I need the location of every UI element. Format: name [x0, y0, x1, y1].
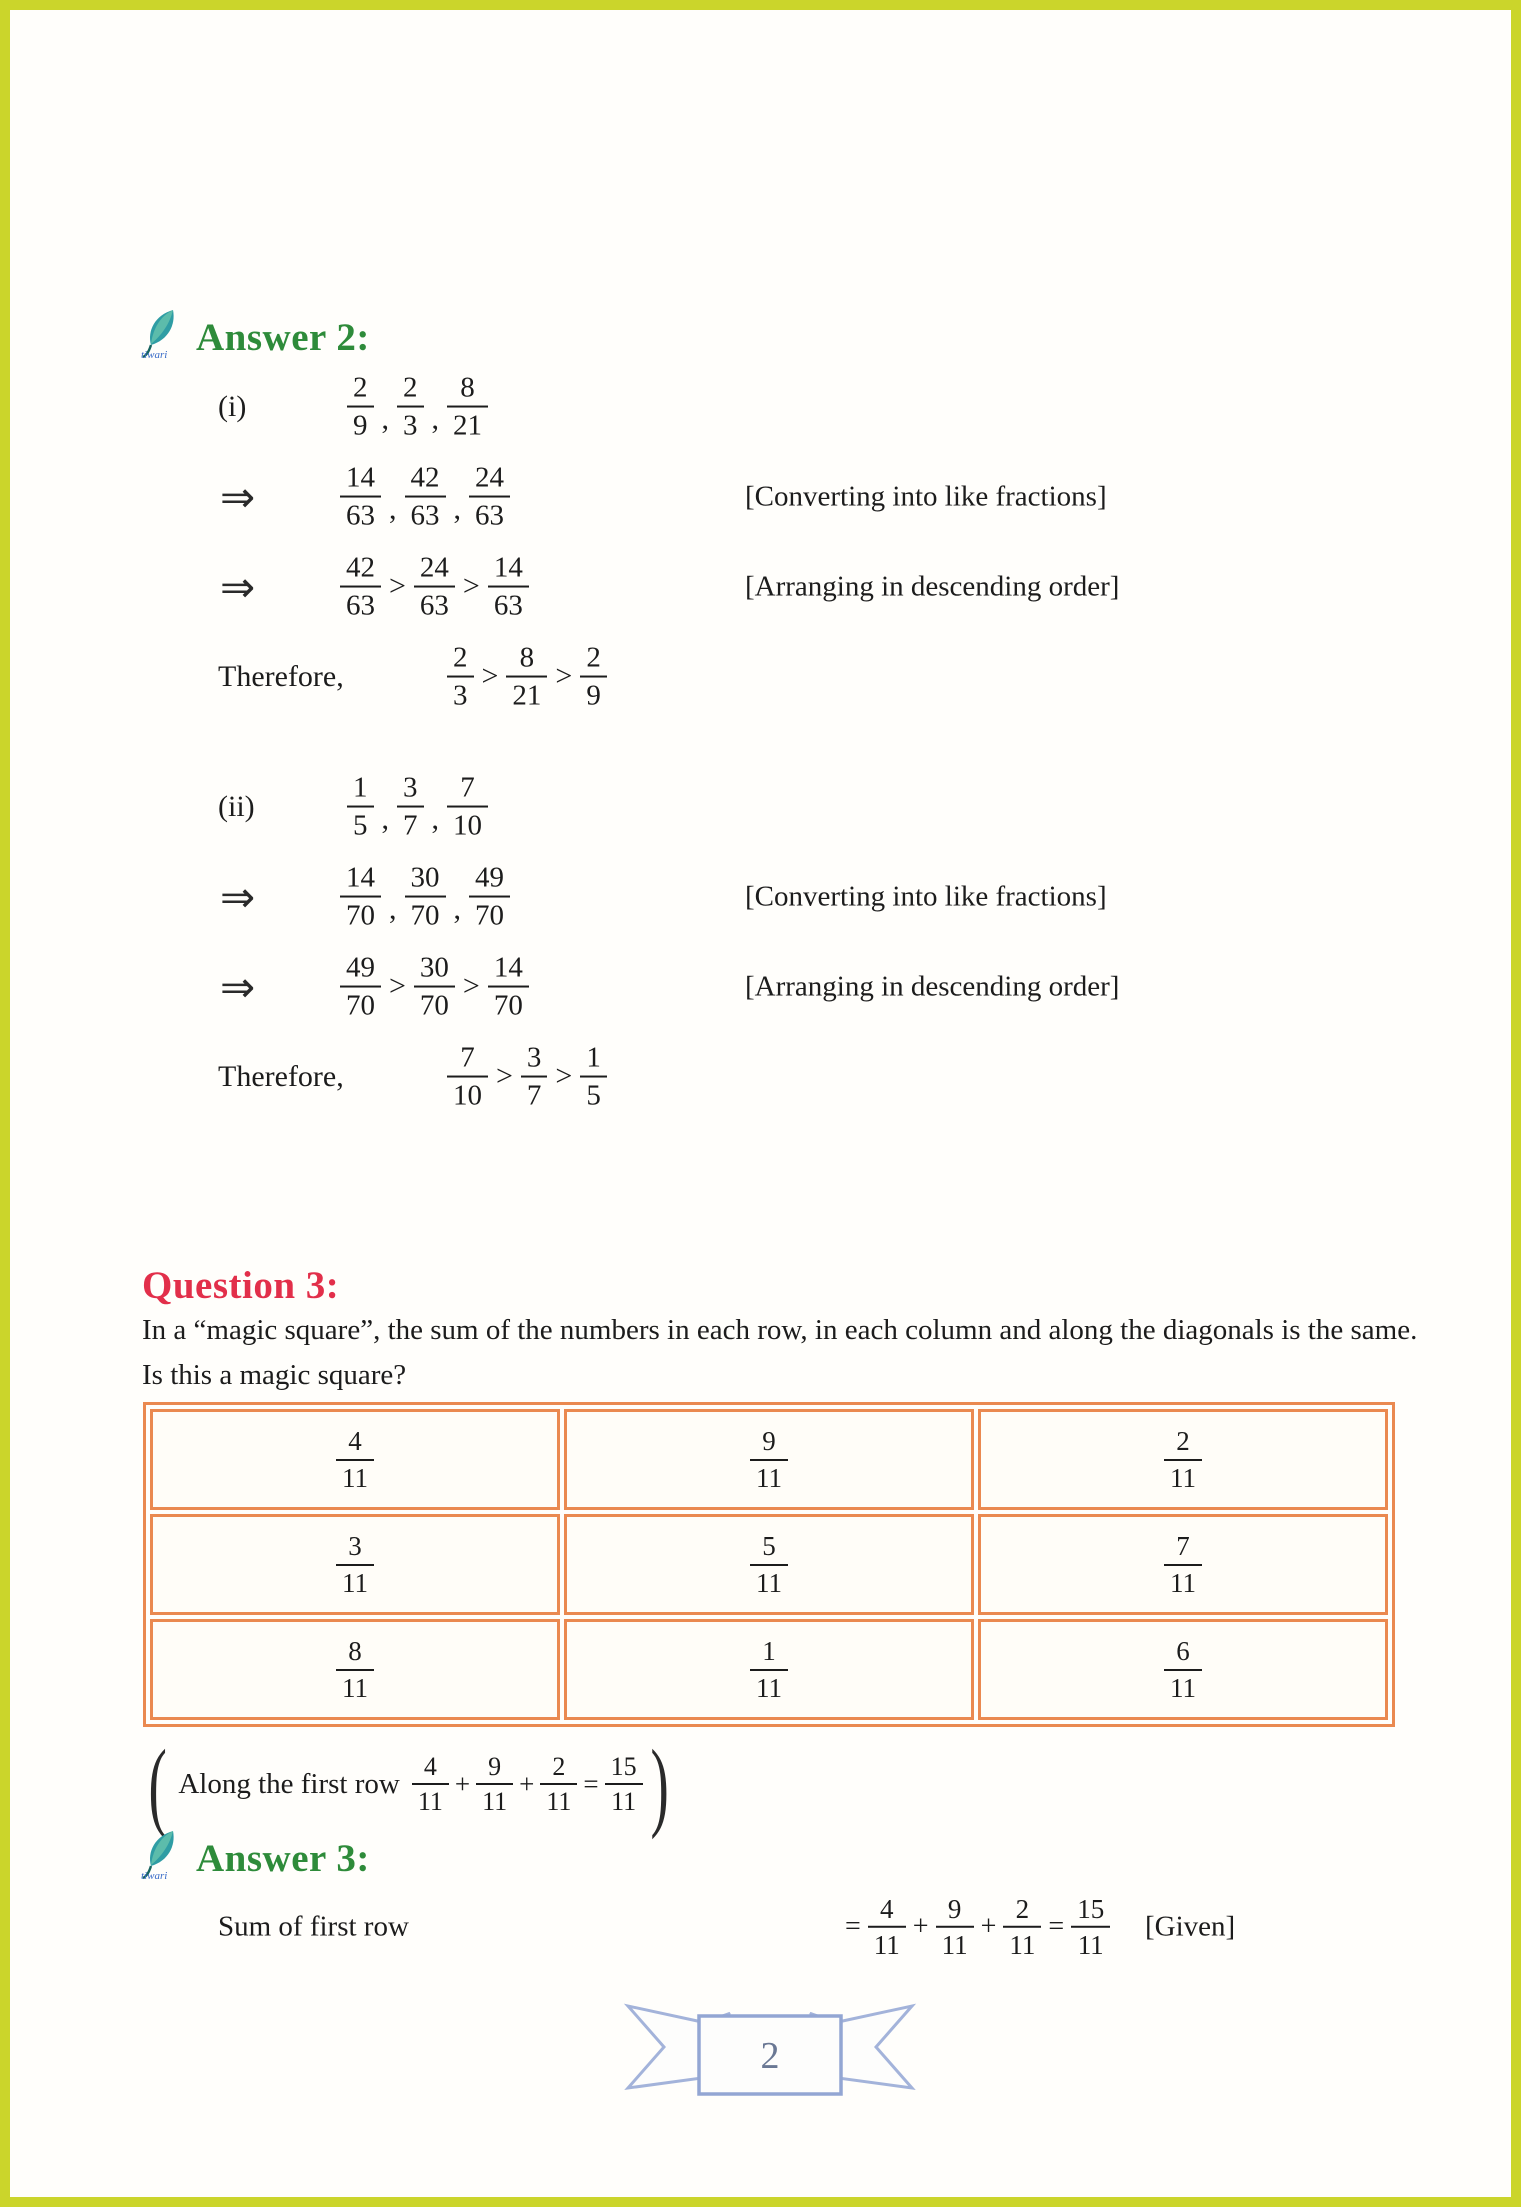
separator: > — [462, 970, 480, 1003]
fraction — [540, 1752, 577, 1816]
denominator: 11 — [1009, 1930, 1036, 1960]
separator: > — [389, 970, 406, 1003]
math-row — [10, 942, 1511, 1032]
denominator: 11 — [342, 1567, 368, 1598]
first-row-note — [141, 1728, 676, 1840]
fraction — [447, 1042, 488, 1113]
numerator: 42 — [405, 462, 446, 498]
table-cell — [150, 1619, 560, 1720]
open-paren: ( — [148, 1728, 167, 1840]
denominator: 9 — [586, 680, 601, 712]
fraction — [1003, 1894, 1041, 1960]
denominator: 70 — [493, 990, 523, 1022]
numerator: 14 — [488, 952, 529, 988]
table-cell — [564, 1619, 974, 1720]
equals-sign: = — [845, 1911, 861, 1942]
math-row — [10, 852, 1511, 942]
denominator: 11 — [546, 1787, 572, 1816]
numerator: 3 — [336, 1531, 374, 1565]
denominator: 21 — [453, 410, 482, 442]
separator: + — [454, 1768, 471, 1799]
logo-text: tiwari — [141, 349, 168, 361]
numerator: 24 — [469, 462, 510, 498]
fraction — [340, 862, 381, 933]
denominator: 11 — [342, 1672, 368, 1703]
fraction — [397, 372, 424, 443]
numerator: 2 — [1164, 1426, 1202, 1460]
separator: , — [381, 803, 389, 836]
numerator: 7 — [1164, 1531, 1202, 1565]
sum-label: Sum of first row — [218, 1910, 409, 1943]
table-cell — [978, 1514, 1388, 1615]
note-text: [Converting into like fractions] — [745, 480, 1107, 513]
fraction — [1164, 1531, 1202, 1597]
denominator: 11 — [941, 1930, 968, 1960]
fraction-group — [447, 1042, 607, 1113]
denominator: 7 — [403, 810, 418, 842]
fraction — [405, 462, 446, 533]
answer3-heading: Answer 3: — [196, 1837, 370, 1880]
numerator: 9 — [476, 1752, 513, 1785]
question3-body: In a “magic square”, the sum of the numbers in each row, in each column and along the diagonals is the same. Is this a magic square? — [142, 1314, 1418, 1391]
fraction — [1071, 1894, 1110, 1960]
denominator: 70 — [419, 990, 449, 1022]
fraction — [469, 862, 510, 933]
fraction — [580, 642, 607, 713]
leaf-icon — [140, 1828, 190, 1882]
table-cell — [978, 1619, 1388, 1720]
numerator: 49 — [340, 952, 381, 988]
fraction — [397, 772, 424, 843]
fraction — [580, 1042, 607, 1113]
denominator: 11 — [1170, 1462, 1196, 1493]
denominator: 63 — [346, 500, 375, 532]
numerator: 1 — [347, 772, 374, 808]
close-paren: ) — [650, 1728, 669, 1840]
denominator: 63 — [419, 590, 449, 622]
denominator: 63 — [475, 500, 504, 532]
denominator: 7 — [526, 1080, 542, 1112]
fraction — [340, 462, 381, 533]
denominator: 11 — [342, 1462, 368, 1493]
numerator: 49 — [469, 862, 510, 898]
numerator: 4 — [336, 1426, 374, 1460]
implies-arrow: ⇒ — [220, 872, 256, 922]
fraction — [336, 1636, 374, 1702]
fraction — [447, 642, 474, 713]
denominator: 11 — [417, 1787, 443, 1816]
note-text: [Converting into like fractions] — [745, 880, 1107, 913]
numerator: 42 — [340, 552, 381, 588]
fraction — [868, 1894, 906, 1960]
fraction — [414, 952, 455, 1023]
numerator: 14 — [340, 462, 381, 498]
separator: > — [481, 660, 499, 693]
fraction-group — [447, 642, 607, 713]
denominator: 63 — [410, 500, 440, 532]
logo-text: tiwari — [141, 1870, 168, 1882]
numerator: 14 — [488, 552, 529, 588]
given-note: [Given] — [1145, 1910, 1236, 1943]
numerator: 3 — [397, 772, 424, 808]
separator: , — [389, 493, 397, 526]
denominator: 11 — [1170, 1672, 1196, 1703]
sum-first-row — [10, 1882, 1511, 1972]
numerator: 2 — [540, 1752, 577, 1785]
table-cell — [564, 1514, 974, 1615]
numerator: 2 — [347, 372, 374, 408]
fraction-group — [340, 552, 529, 623]
implies-arrow: ⇒ — [220, 472, 256, 522]
numerator: 4 — [412, 1752, 449, 1785]
numerator: 4 — [868, 1894, 906, 1928]
fraction — [936, 1894, 974, 1960]
separator: , — [453, 493, 461, 526]
separator: + — [519, 1768, 535, 1799]
row-label: Therefore, — [218, 660, 344, 693]
row-label: (ii) — [218, 790, 255, 823]
separator: + — [980, 1911, 997, 1942]
numerator: 1 — [750, 1636, 788, 1670]
fraction — [412, 1752, 449, 1816]
row-label: Therefore, — [218, 1060, 344, 1093]
fraction — [447, 372, 488, 443]
numerator: 1 — [580, 1042, 607, 1078]
fraction — [1164, 1636, 1202, 1702]
numerator: 2 — [397, 372, 424, 408]
magic-square-table — [143, 1402, 1395, 1727]
fraction — [336, 1531, 374, 1597]
denominator: 63 — [493, 590, 523, 622]
math-row — [10, 762, 1511, 852]
denominator: 11 — [873, 1930, 900, 1960]
fraction-group — [340, 862, 510, 933]
numerator: 15 — [605, 1752, 643, 1785]
fraction — [750, 1531, 788, 1597]
table-cell — [564, 1409, 974, 1510]
separator: , — [389, 893, 397, 926]
separator: , — [431, 803, 439, 836]
numerator: 8 — [447, 372, 488, 408]
separator: > — [462, 570, 480, 603]
separator: , — [453, 893, 461, 926]
denominator: 70 — [346, 990, 375, 1022]
separator: > — [555, 660, 573, 693]
note-lead: Along the first row — [178, 1767, 400, 1800]
fraction — [476, 1752, 513, 1816]
numerator: 2 — [1003, 1894, 1041, 1928]
table-cell — [150, 1514, 560, 1615]
fraction — [347, 772, 374, 843]
denominator: 9 — [353, 410, 368, 442]
fraction — [469, 462, 510, 533]
fraction — [605, 1752, 643, 1816]
separator: > — [389, 570, 406, 603]
fraction — [405, 862, 446, 933]
fraction — [1164, 1426, 1202, 1492]
math-row — [10, 542, 1511, 632]
fraction — [340, 952, 381, 1023]
numerator: 24 — [414, 552, 455, 588]
numerator: 6 — [1164, 1636, 1202, 1670]
fraction-group — [412, 1752, 643, 1816]
table-cell — [150, 1409, 560, 1510]
separator: , — [431, 403, 439, 436]
equation-group — [838, 1894, 1110, 1960]
denominator: 11 — [1077, 1930, 1104, 1960]
note-text: [Arranging in descending order] — [745, 570, 1120, 603]
denominator: 70 — [346, 900, 375, 932]
numerator: 7 — [447, 1042, 488, 1078]
implies-arrow: ⇒ — [220, 562, 256, 612]
fraction — [521, 1042, 548, 1113]
denominator: 10 — [453, 1080, 482, 1112]
tiwari-logo — [140, 1828, 190, 1882]
numerator: 5 — [750, 1531, 788, 1565]
numerator: 14 — [340, 862, 381, 898]
separator: > — [496, 1060, 513, 1093]
math-row — [10, 452, 1511, 542]
tiwari-logo — [140, 307, 190, 361]
implies-arrow: ⇒ — [220, 962, 256, 1012]
denominator: 11 — [482, 1787, 508, 1816]
denominator: 3 — [453, 680, 468, 712]
numerator: 30 — [414, 952, 455, 988]
numerator: 8 — [506, 642, 547, 678]
numerator: 8 — [336, 1636, 374, 1670]
fraction — [750, 1426, 788, 1492]
denominator: 5 — [586, 1080, 601, 1112]
separator: > — [555, 1060, 573, 1093]
fraction — [488, 552, 529, 623]
fraction-group — [347, 772, 488, 843]
math-row — [10, 1032, 1511, 1122]
numerator: 2 — [447, 642, 474, 678]
denominator: 11 — [611, 1787, 637, 1816]
denominator: 63 — [346, 590, 375, 622]
fraction-group — [340, 952, 529, 1023]
answer2-heading: Answer 2: — [196, 316, 370, 359]
separator: , — [381, 403, 389, 436]
row-label: (i) — [218, 390, 247, 423]
fraction — [340, 552, 381, 623]
math-row — [10, 632, 1511, 722]
fraction — [750, 1636, 788, 1702]
fraction — [347, 372, 374, 443]
page-number: 2 — [760, 2035, 780, 2077]
fraction — [506, 642, 547, 713]
separator: = — [1048, 1911, 1065, 1942]
numerator: 15 — [1071, 1894, 1110, 1928]
separator: = — [583, 1768, 599, 1799]
numerator: 9 — [750, 1426, 788, 1460]
fraction — [414, 552, 455, 623]
table-cell — [978, 1409, 1388, 1510]
leaf-icon — [140, 307, 190, 361]
denominator: 21 — [512, 680, 542, 712]
fraction-group — [340, 462, 510, 533]
ribbon-banner-icon — [620, 1992, 920, 2102]
denominator: 5 — [353, 810, 368, 842]
denominator: 10 — [453, 810, 482, 842]
numerator: 30 — [405, 862, 446, 898]
fraction — [336, 1426, 374, 1492]
fraction — [488, 952, 529, 1023]
numerator: 2 — [580, 642, 607, 678]
denominator: 11 — [1170, 1567, 1196, 1598]
math-row — [10, 362, 1511, 452]
denominator: 70 — [410, 900, 440, 932]
denominator: 11 — [756, 1672, 782, 1703]
denominator: 11 — [756, 1567, 782, 1598]
separator: + — [912, 1911, 929, 1942]
numerator: 7 — [447, 772, 488, 808]
numerator: 3 — [521, 1042, 548, 1078]
fraction-group — [347, 372, 488, 443]
denominator: 70 — [475, 900, 504, 932]
note-text: [Arranging in descending order] — [745, 970, 1120, 1003]
numerator: 9 — [936, 1894, 974, 1928]
denominator: 11 — [756, 1462, 782, 1493]
question3-heading: Question 3: — [142, 1264, 340, 1307]
page-number-ribbon — [620, 1992, 920, 2102]
denominator: 3 — [403, 410, 418, 442]
fraction — [447, 772, 488, 843]
